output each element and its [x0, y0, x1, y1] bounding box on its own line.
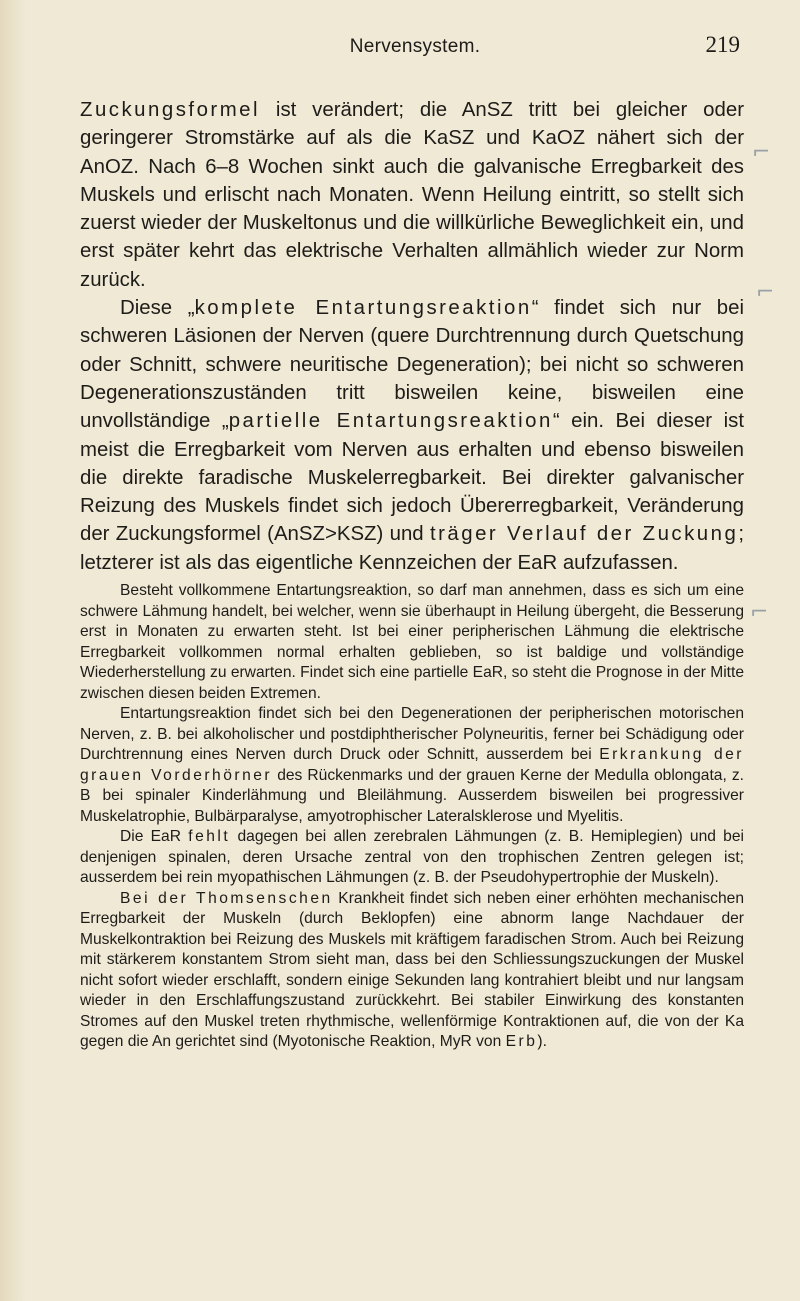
page-edge-shadow [0, 0, 26, 1301]
paragraph-entartungsreaktion [80, 294, 744, 577]
pencil-mark-icon: ⌐ [752, 140, 771, 165]
spaced-term: partielle Entartungsreaktion [228, 410, 553, 433]
page-number: 219 [705, 32, 740, 57]
margin-pencil-marks [748, 140, 788, 740]
text-run: Die EaR [120, 828, 189, 846]
pencil-mark-icon: ⌐ [756, 280, 775, 305]
paragraph-zuckungsformel [80, 96, 744, 294]
text-run: Entartungsreaktion findet sich bei den Degenerationen der peripherischen motorischen Nerven, z. B. bei alkoholischer und postdiphtherischer Polyneuritis, ferner bei Schädigung oder Durchtrennung eines Nerven durch Druck oder Schnitt, ausserdem bei [80, 705, 744, 764]
text-run: Diese „ [120, 297, 195, 320]
spaced-term: träger Verlauf der Zuckung [429, 523, 739, 546]
spaced-term: fehlt [188, 828, 231, 846]
running-head: Nervensystem. [349, 36, 481, 57]
spaced-term: Zuckungsformel [80, 99, 261, 121]
text-run: des Rückenmarks und der grauen Kerne der Medulla oblongata, z. B bei spinaler Kinderlähmung und Bleilähmung. Ausserdem bisweilen bei progressiver Muskelatrophie, Bulbärparalyse, amyotrophischer Lateralsklerose und Myelitis. [80, 766, 744, 825]
page-header [90, 32, 740, 62]
paragraph-prognose: Besteht vollkommene Entartungsreaktion, so darf man annehmen, dass es sich um eine schwere Lähmung handelt, bei welcher, wenn sie überhaupt in Heilung übergeht, die Besserung erst in Monaten zu erwarten steht. Ist bei einer peripherischen Lähmung die elektrische Erregbarkeit vollkommen normal erhalten geblieben, so ist baldige und vollständige Wiederherstellung zu erwarten. Findet sich eine partielle EaR, so steht die Prognose in der Mitte zwischen diesen beiden Extremen. [80, 582, 744, 702]
paragraph-fehlt [80, 827, 744, 889]
text-run: Krankheit findet sich neben einer erhöhten mechanischen Erregbarkeit der Muskeln (durch Beklopfen) eine abnorm lange Nachdauer der Muskelkontraktion bei Reizung des Muskels mit kräftigem faradischen Strom. Auch bei Reizung mit stärkerem konstantem Strom sieht man, dass bei den Schliessungszuckungen der Muskel nicht sofort wieder erschlafft, sondern einige Sekunden lang kontrahiert bleibt und nur langsam wieder in den Erschlaffungszustand zurückkehrt. Bei stabiler Einwirkung des konstanten Stromes auf den Muskel treten rhythmische, wellenförmige Kontraktionen auf, die von der Ka gegen die An gerichtet sind (Myotonische Reaktion, MyR von [80, 889, 744, 1051]
page-body [80, 96, 744, 1053]
spaced-term: Bei der Thomsenschen [120, 889, 333, 907]
spaced-term: Erkrankung der grauen Vorderhörner [80, 746, 744, 784]
spaced-term: Erb [505, 1033, 538, 1051]
paragraph-vorkommen [80, 704, 744, 827]
text-run: “ findet sich nur bei schweren Läsionen der Nerven (quere Durchtrennung durch Quetschung oder Schnitt, schwere neuritische Degeneration); bei nicht so schweren Degenerationszuständen tritt bisweilen keine, bisweilen eine unvollständige „ [80, 297, 745, 433]
text-run: ). [537, 1033, 547, 1051]
spaced-term: komplete Entartungsreaktion [194, 297, 532, 320]
small-print-section [80, 581, 744, 1053]
text-run: ; letzterer ist als das eigentliche Kennzeichen der EaR aufzufassen. [80, 523, 744, 574]
text-run: ist verändert; die AnSZ tritt bei gleicher oder geringerer Stromstärke auf als die KaSZ und KaOZ nähert sich der AnOZ. Nach 6–8 Wochen sinkt auch die galvanische Erregbarkeit des Muskels und erlischt nach Monaten. Wenn Heilung eintritt, so stellt sich zuerst wieder der Muskeltonus und die willkürliche Beweglichkeit ein, und erst später kehrt das elektrische Verhalten allmählich wieder zur Norm zurück. [80, 99, 744, 291]
text-run: “ ein. Bei dieser ist meist die Erregbarkeit vom Nerven aus erhalten und ebenso bisweilen die direkte faradische Muskelerregbarkeit. Bei direkter galvanischer Reizung des Muskels findet sich jedoch Übererregbarkeit, Veränderung der Zuckungsformel (AnSZ>KSZ) und [80, 410, 745, 546]
text-run: dagegen bei allen zerebralen Lähmungen (z. B. Hemiplegien) und bei denjenigen spinalen, deren Ursache zentral von den trophischen Zentren gelegen ist; ausserdem bei rein myopathischen Lähmungen (z. B. der Pseudohypertrophie der Muskeln). [80, 828, 744, 887]
paragraph-thomsen [80, 889, 744, 1053]
pencil-mark-icon: ⌐ [750, 600, 769, 625]
